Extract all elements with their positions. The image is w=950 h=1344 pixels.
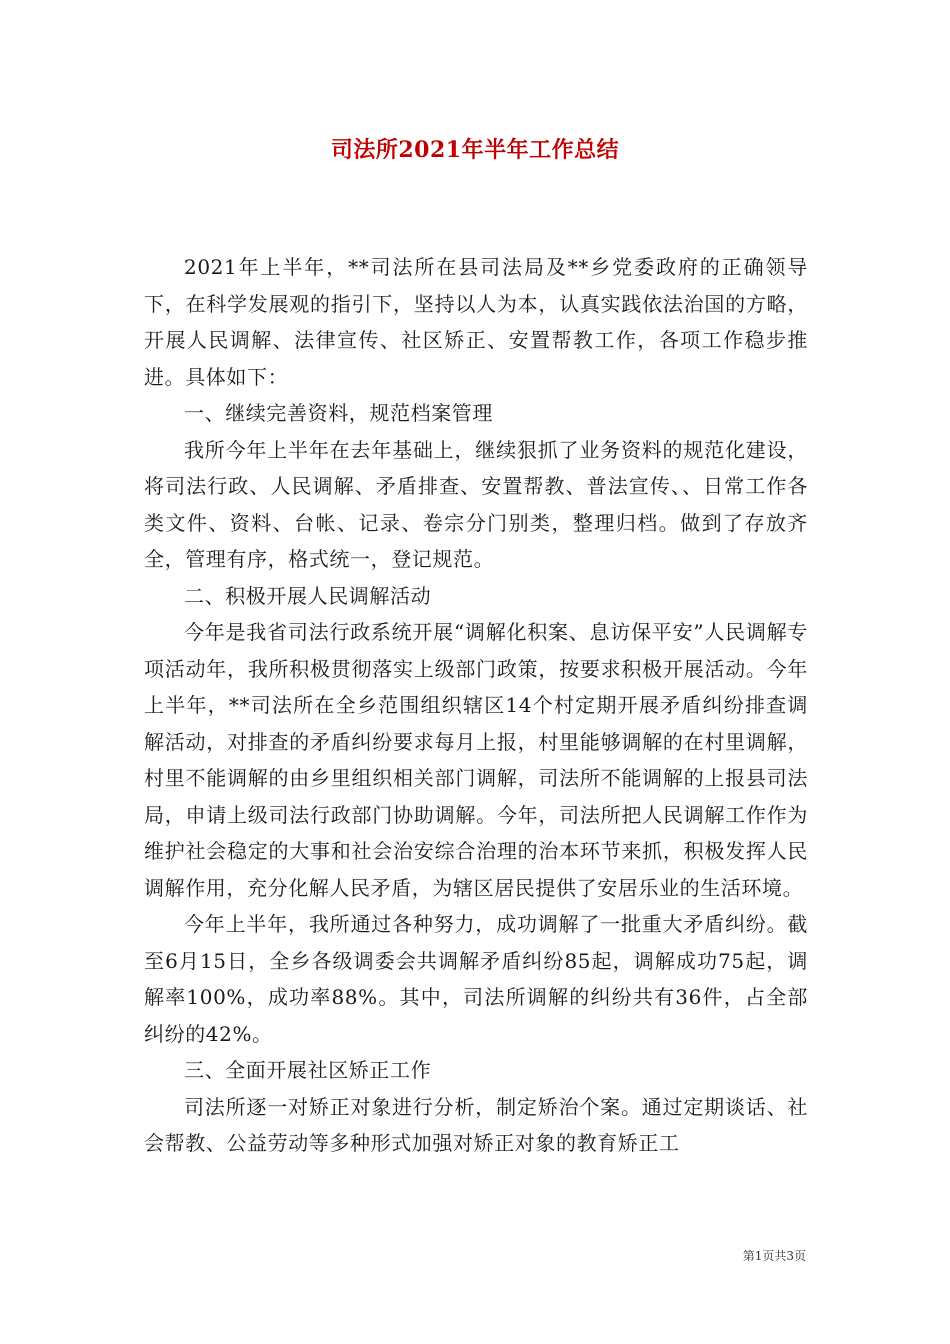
section-heading-3: 三、全面开展社区矫正工作 (184, 1058, 432, 1082)
paragraph-intro: 2021年上半年，**司法所在县司法局及**乡党委政府的正确领导下，在科学发展观的指引下，坚持以人为本，认真实践依法治国的方略，开展人民调解、法律宣传、社区矫正、安置帮教工作，各项工作稳步推进。具体如下： (144, 255, 808, 389)
paragraph-mediation-stats: 今年上半年，我所通过各种努力，成功调解了一批重大矛盾纠纷。截至6月15日，全乡各级调委会共调解矛盾纠纷85起，调解成功75起，调解率100%，成功率88%。其中，司法所调解的纠纷共有36件，占全部纠纷的42%。 (144, 912, 808, 1046)
paragraph-mediation: 今年是我省司法行政系统开展“调解化积案、息访保平安”人民调解专项活动年，我所积极贯彻落实上级部门政策，按要求积极开展活动。今年上半年，**司法所在全乡范围组织辖区14个村定期开展矛盾纠纷排查调解活动，对排查的矛盾纠纷要求每月上报，村里能够调解的在村里调解，村里不能调解的由乡里组织相关部门调解，司法所不能调解的上报县司法局，申请上级司法行政部门协助调解。今年，司法所把人民调解工作作为维护社会稳定的大事和社会治安综合治理的治本环节来抓，积极发挥人民调解作用，充分化解人民矛盾，为辖区居民提供了安居乐业的生活环境。 (144, 620, 808, 900)
section-heading-1: 一、继续完善资料，规范档案管理 (184, 401, 493, 425)
paragraph-community-correction: 司法所逐一对矫正对象进行分析，制定矫治个案。通过定期谈话、社会帮教、公益劳动等多种形式加强对矫正对象的教育矫正工 (144, 1094, 808, 1155)
page-number: 第1页共3页 (742, 1249, 806, 1263)
paragraph-archives: 我所今年上半年在去年基础上，继续狠抓了业务资料的规范化建设，将司法行政、人民调解、矛盾排查、安置帮教、普法宣传、、日常工作各类文件、资料、台帐、记录、卷宗分门别类，整理归档。做到了存放齐全，管理有序，格式统一，登记规范。 (144, 437, 808, 571)
document-title: 司法所2021年半年工作总结 (330, 137, 620, 163)
section-heading-2: 二、积极开展人民调解活动 (184, 583, 432, 608)
document-body (144, 249, 808, 1162)
